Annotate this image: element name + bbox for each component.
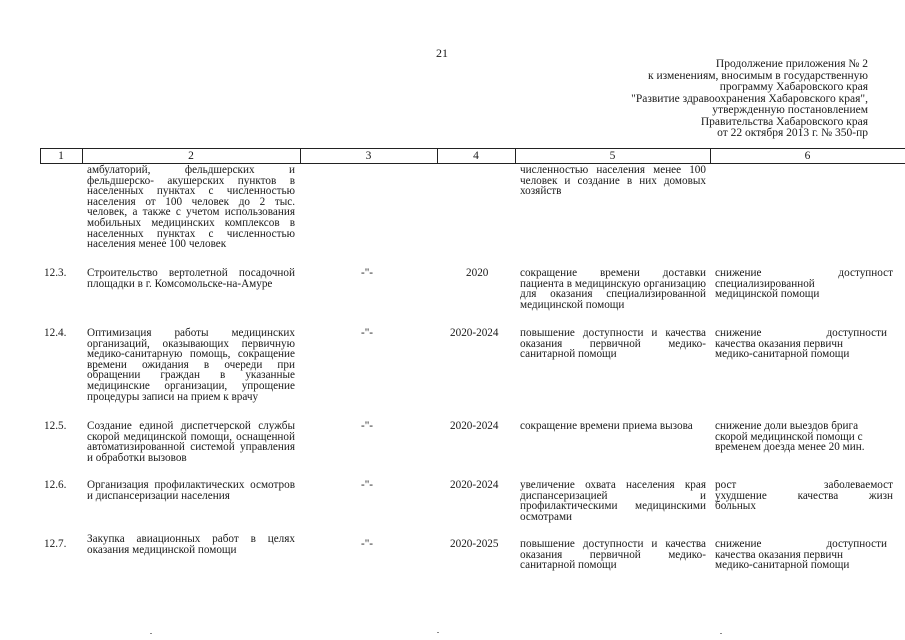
continuation-name-text: амбулаторий, фельдшерских и фельдшерско- акушерских пунктов в населенных пунктах с численностью населения от 100 человек до 2 тыс. человек, а также с учетом использования мобильных медицинских комплексов в населенных пунктах с численностью населения менее 100 человек: [87, 164, 295, 251]
expected-result: повышение доступности и качества оказания первичной медико-санитарной помощи: [520, 327, 706, 361]
consequence: [715, 268, 893, 300]
expected-result: повышение доступности и качества оказания первичной медико-санитарной помощи: [520, 538, 706, 572]
row-number: 12.4.: [44, 327, 67, 339]
scan-speck: [150, 633, 152, 634]
consequence-line: медико-санитарной помощи: [715, 348, 850, 360]
period: 2020: [466, 267, 489, 279]
executor-ditto: -"-: [361, 420, 374, 432]
header-line: Продолжение приложения № 2: [715, 58, 868, 70]
column-number: 4: [473, 150, 479, 162]
continuation-result-text: численностью населения менее 100 человек и создание в них домовых хозяйств: [520, 164, 706, 198]
column-number: 5: [609, 150, 616, 162]
measure-name: Организация профилактических осмотров и диспансеризации населения: [87, 479, 295, 502]
consequence-line: ухудшение качества жизн: [715, 489, 893, 502]
consequence: [715, 421, 893, 453]
header-line: Правительства Хабаровского края: [700, 115, 868, 128]
consequence-line: временем доезда менее 20 мин.: [715, 441, 865, 453]
consequence: [715, 539, 893, 571]
row-number: 12.3.: [44, 267, 67, 279]
measure-name: Закупка авиационных работ в целях оказания медицинской помощи: [87, 533, 295, 556]
column-number: 6: [804, 150, 811, 162]
consequence-line: снижение доли выездов брига: [715, 421, 859, 432]
measure-name: Оптимизация работы медицинских организаций, оказывающих первичную медико-санитарную помощь, сокращение времени ожидания в очереди при обращении граждан в указанные медицинские организации, упрощение процедуры записи на прием к врачу: [87, 327, 295, 403]
row-number: 12.5.: [44, 420, 67, 432]
consequence-line: медико-санитарной помощи: [715, 559, 850, 571]
period: 2020-2024: [450, 420, 499, 432]
expected-result: увеличение охвата населения края диспансеризацией и профилактическими медицинскими осмотрами: [520, 479, 706, 523]
consequence-line: снижение доступности: [715, 328, 887, 339]
column-number: 3: [365, 150, 372, 162]
header-line: программу Хабаровского края: [719, 81, 868, 93]
period: 2020-2025: [450, 538, 499, 550]
consequence: [715, 328, 893, 360]
header-line: "Развитие здравоохранения Хабаровского края",: [631, 92, 868, 105]
row-number: 12.6.: [44, 479, 67, 491]
expected-result: сокращение времени приема вызова: [520, 420, 693, 432]
consequence-line: снижение доступност: [715, 268, 893, 279]
consequence-line: качества оказания первичн: [715, 337, 843, 350]
scan-speck: [720, 633, 722, 634]
table-top-border: [40, 148, 905, 149]
measure-name: Создание единой диспетчерской службы скорой медицинской помощи, оснащенной автоматизированной системой управления и обработки вызовов: [87, 420, 295, 464]
period: 2020-2024: [450, 327, 499, 339]
column-number: 2: [188, 150, 194, 162]
consequence: [715, 480, 893, 512]
executor-ditto: -"-: [361, 479, 374, 491]
consequence-line: специализированной: [715, 277, 815, 290]
consequence-line: качества оказания первичн: [715, 548, 843, 561]
appendix-header: [548, 59, 868, 140]
executor-ditto: -"-: [361, 267, 374, 279]
page-number: 21: [436, 46, 448, 60]
header-line: от 22 октября 2013 г. № 350-пр: [717, 127, 868, 139]
consequence-line: медицинской помощи: [715, 288, 820, 300]
scan-speck: [437, 632, 439, 633]
consequence-line: больных: [715, 500, 756, 512]
column-number: 1: [58, 150, 64, 162]
measure-name: Строительство вертолетной посадочной площадки в г. Комсомольске-на-Амуре: [87, 267, 295, 290]
expected-result: сокращение времени доставки пациента в медицинскую организацию для оказания специализированной медицинской помощи: [520, 267, 706, 311]
row-number: 12.7.: [44, 538, 67, 550]
executor-ditto: -"-: [361, 538, 374, 550]
period: 2020-2024: [450, 479, 499, 491]
header-line: утвержденную постановлением: [712, 104, 868, 116]
executor-ditto: -"-: [361, 327, 374, 339]
consequence-line: скорой медицинской помощи с: [715, 430, 863, 443]
consequence-line: снижение доступности: [715, 539, 887, 550]
consequence-line: рост заболеваемост: [715, 480, 893, 491]
header-line: к изменениям, вносимым в государственную: [648, 69, 868, 82]
